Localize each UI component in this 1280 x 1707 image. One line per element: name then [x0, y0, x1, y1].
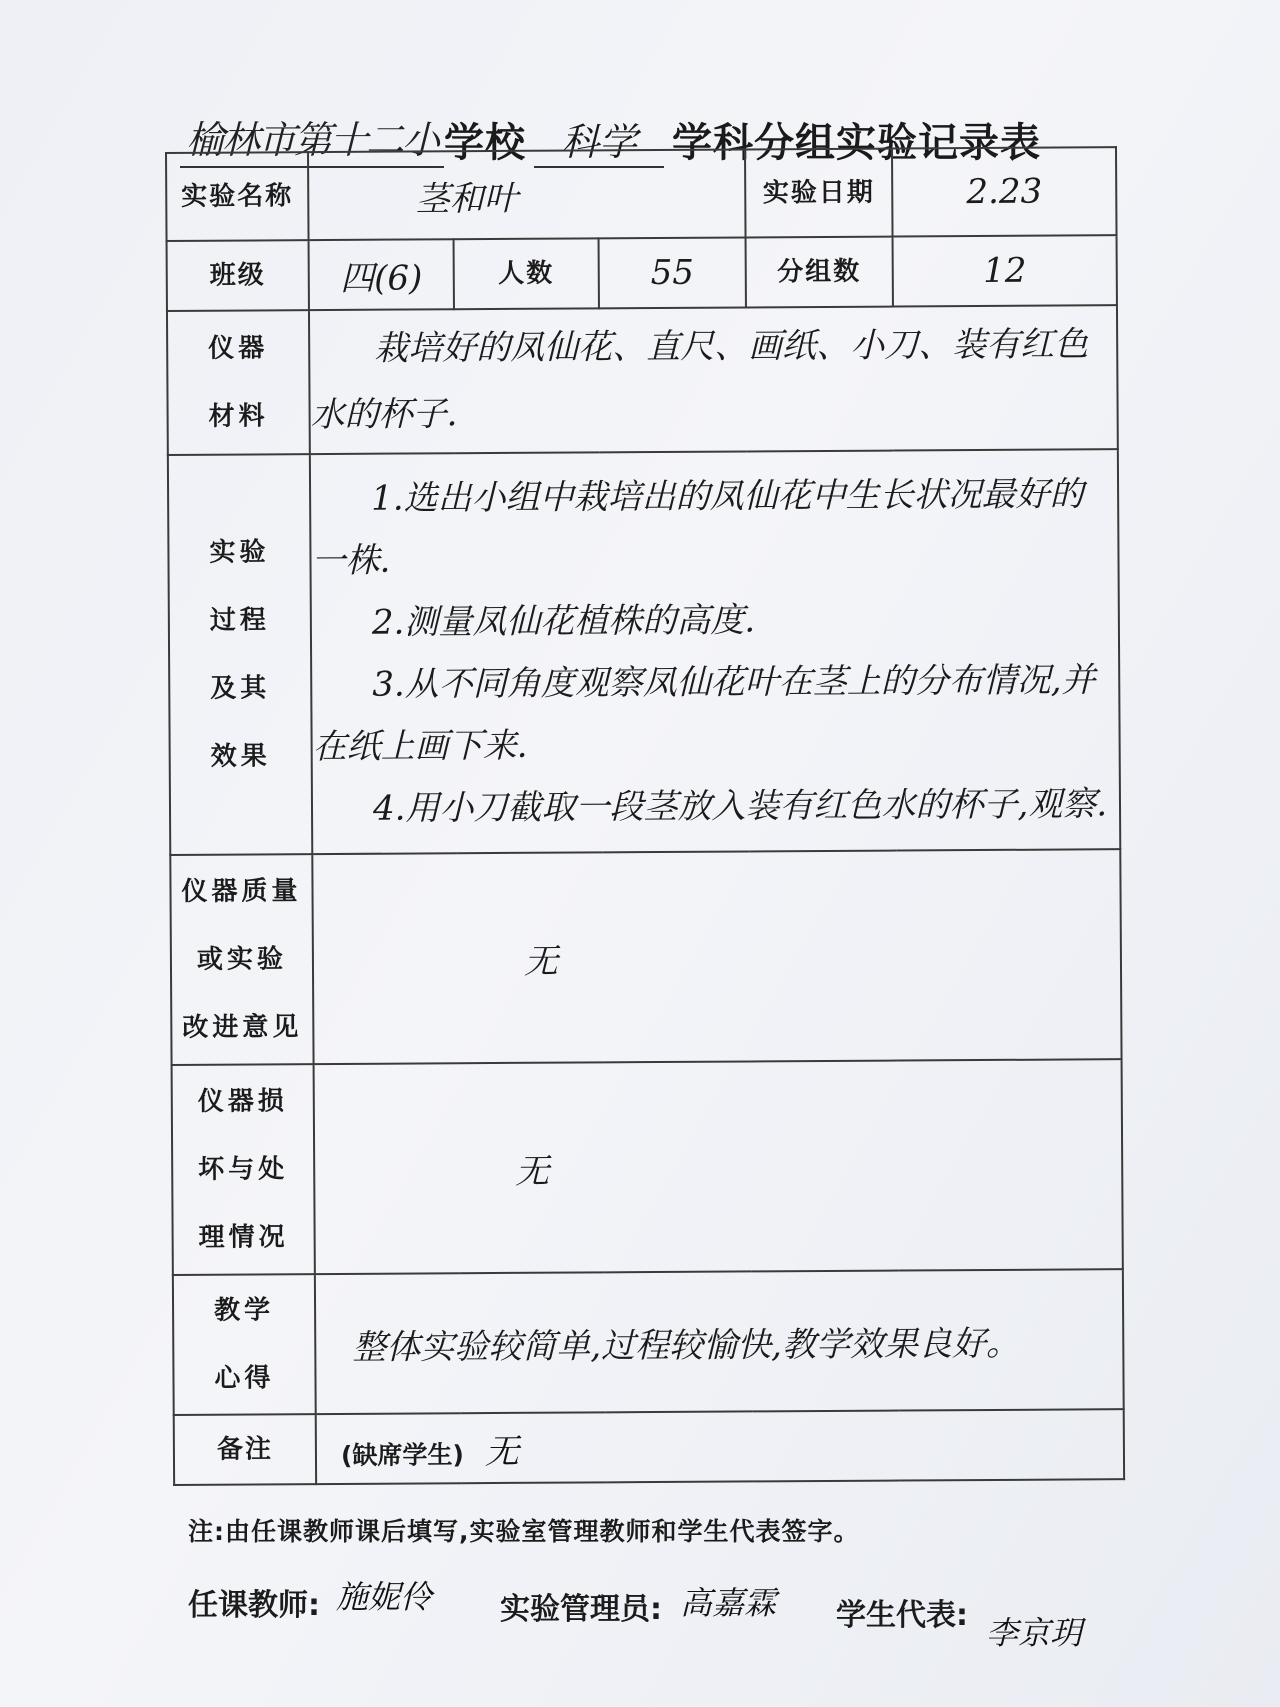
equipment-label-line-1: 仪器	[208, 333, 269, 364]
student-rep-signature: 李京玥	[986, 1614, 1083, 1652]
damage-value: 无	[314, 1059, 1123, 1274]
remarks-label: 备注	[174, 1414, 316, 1485]
process-step: 4.用小刀截取一段茎放入装有红色水的杯子,观察.	[372, 784, 1108, 829]
remarks-cell	[316, 1409, 1124, 1484]
row-reflection	[173, 1269, 1124, 1415]
damage-label-line-3: 理情况	[198, 1222, 289, 1253]
admin-label: 实验管理员:	[500, 1592, 662, 1627]
subject-handwritten: 科学	[534, 111, 664, 168]
reflection-label	[173, 1274, 316, 1415]
quality-label-line-1: 仪器质量	[181, 876, 302, 907]
experiment-date-value: 2.23	[892, 147, 1117, 236]
remarks-prefix: (缺席学生)	[340, 1439, 464, 1470]
student-count-label: 人数	[454, 238, 599, 309]
student-rep-label: 学生代表:	[836, 1598, 968, 1633]
signature-line	[188, 1572, 1148, 1672]
process-steps	[310, 449, 1120, 854]
process-step: 1.选出小组中栽培出的凤仙花中生长状况最好的一株.	[311, 474, 1084, 582]
group-count-value: 12	[893, 235, 1117, 306]
teacher-label: 任课教师:	[188, 1588, 320, 1623]
form-name: 学科分组实验记录表	[672, 120, 1042, 166]
row-quality	[170, 849, 1121, 1065]
group-count-label: 分组数	[746, 237, 893, 308]
process-label-line-2: 过程	[209, 605, 270, 636]
row-process	[168, 449, 1120, 855]
process-step: 2.测量凤仙花植株的高度.	[371, 600, 756, 643]
footer-note: 注:由任课教师课后填写,实验室管理教师和学生代表签字。	[188, 1517, 860, 1546]
record-table	[165, 146, 1125, 1486]
school-name-handwritten: 榆林市第十二小	[180, 109, 444, 168]
process-label-line-3: 及其	[210, 673, 271, 704]
reflection-label-line-1: 教学	[213, 1295, 275, 1326]
equipment-label	[167, 310, 310, 455]
teacher-signature: 施妮伶	[336, 1578, 433, 1616]
experiment-name-label: 实验名称	[166, 152, 309, 241]
experiment-name-value: 茎和叶	[308, 149, 746, 240]
row-class-info	[167, 235, 1117, 311]
experiment-date-label: 实验日期	[745, 149, 893, 238]
quality-label	[170, 854, 313, 1065]
quality-value: 无	[312, 849, 1121, 1064]
quality-label-line-2: 或实验	[196, 944, 288, 975]
quality-label-line-3: 改进意见	[182, 1012, 303, 1043]
equipment-value: 栽培好的凤仙花、直尺、画纸、小刀、装有红色水的杯子.	[309, 305, 1118, 454]
remarks-value: 无	[484, 1431, 520, 1472]
row-experiment-name	[166, 147, 1117, 241]
row-remarks	[174, 1409, 1124, 1485]
class-value: 四(6)	[309, 239, 454, 310]
admin-signature: 高嘉霖	[680, 1584, 777, 1622]
row-equipment	[167, 305, 1118, 455]
damage-label-line-1: 仪器损	[197, 1086, 288, 1117]
row-damage	[172, 1059, 1123, 1275]
equipment-label-line-2: 材料	[208, 401, 269, 432]
class-label: 班级	[167, 240, 309, 311]
damage-label	[172, 1064, 315, 1275]
process-label-line-4: 效果	[210, 741, 271, 772]
process-label	[168, 454, 312, 855]
damage-label-line-2: 坏与处	[198, 1154, 289, 1185]
process-step: 3.从不同角度观察凤仙花叶在茎上的分布情况,并在纸上画下来.	[312, 660, 1096, 768]
student-count-value: 55	[599, 237, 746, 308]
reflection-value: 整体实验较简单,过程较愉快,教学效果良好。	[315, 1269, 1124, 1414]
reflection-label-line-2: 心得	[214, 1363, 275, 1394]
process-label-line-1: 实验	[209, 537, 270, 568]
school-suffix: 学校	[444, 120, 527, 166]
